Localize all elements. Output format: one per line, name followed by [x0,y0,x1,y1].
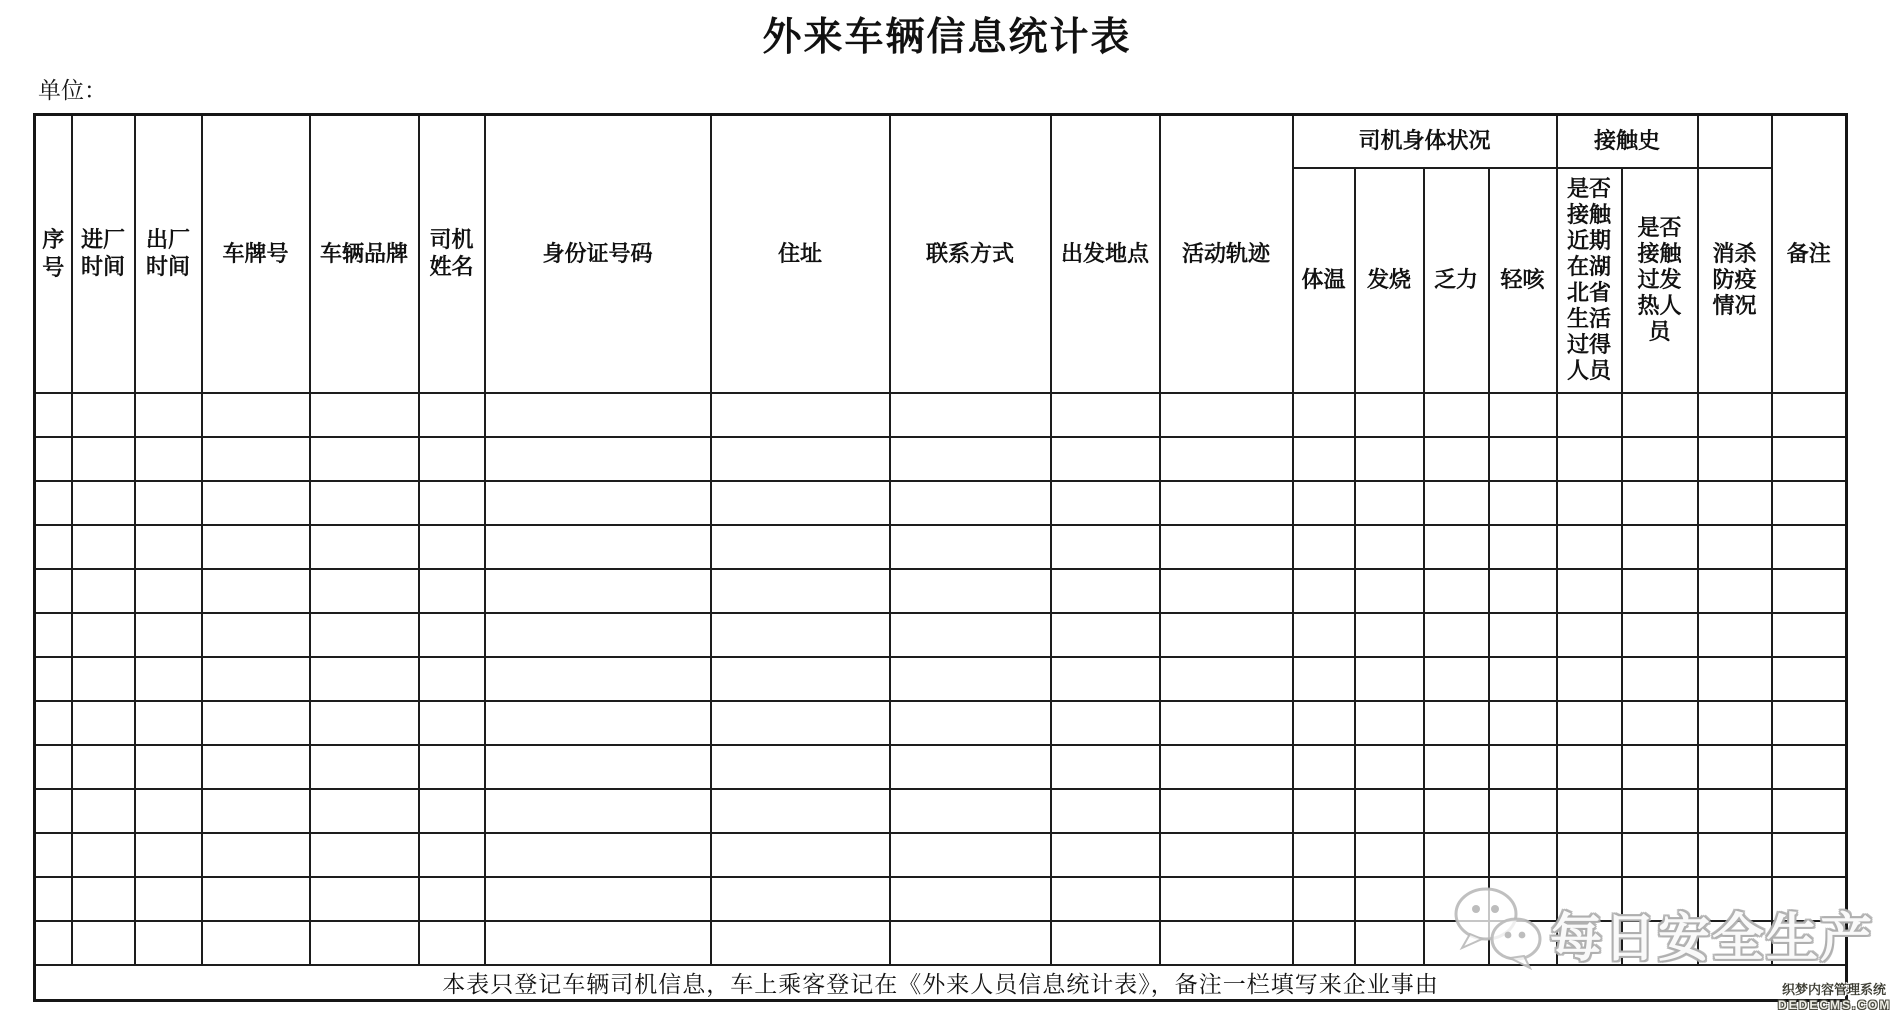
empty-cell [1622,921,1698,965]
empty-row [35,393,1847,437]
empty-cell [35,657,72,701]
table-footer [35,965,1847,1001]
empty-cell [1772,613,1847,657]
empty-cell [1698,921,1772,965]
empty-cell [1424,701,1489,745]
empty-cell [1160,569,1293,613]
empty-cell [35,789,72,833]
empty-cell [202,745,310,789]
empty-cell [1424,481,1489,525]
empty-cell [419,921,485,965]
empty-row [35,657,1847,701]
empty-cell [711,657,890,701]
empty-cell [135,877,202,921]
empty-cell [890,701,1051,745]
empty-cell [35,393,72,437]
empty-cell [1293,921,1355,965]
empty-cell [310,437,419,481]
empty-cell [1698,701,1772,745]
empty-cell [1698,393,1772,437]
empty-cell [1557,657,1622,701]
empty-cell [890,393,1051,437]
empty-cell [135,745,202,789]
col-header-hubei-contact: 是否接触近期在湖北省生活过得人员 [1557,168,1622,393]
empty-cell [485,657,711,701]
empty-cell [1160,877,1293,921]
empty-cell [1772,745,1847,789]
empty-cell [1489,569,1557,613]
empty-cell [202,833,310,877]
empty-cell [1489,657,1557,701]
empty-cell [1355,569,1424,613]
empty-cell [1355,481,1424,525]
empty-cell [1698,437,1772,481]
empty-cell [1293,393,1355,437]
empty-cell [419,569,485,613]
empty-cell [1489,789,1557,833]
empty-cell [890,877,1051,921]
empty-cell [1424,833,1489,877]
empty-cell [419,613,485,657]
empty-cell [711,701,890,745]
empty-cell [1355,921,1424,965]
empty-cell [485,921,711,965]
group-header-driver-health: 司机身体状况 [1293,115,1557,168]
empty-cell [1293,701,1355,745]
empty-row [35,437,1847,481]
col-header-fatigue: 乏力 [1424,168,1489,393]
empty-cell [35,613,72,657]
empty-cell [1622,481,1698,525]
empty-cell [1160,657,1293,701]
empty-cell [310,701,419,745]
empty-cell [711,921,890,965]
empty-cell [1051,481,1160,525]
empty-cell [1160,481,1293,525]
empty-cell [890,921,1051,965]
empty-cell [1051,657,1160,701]
empty-cell [485,481,711,525]
empty-cell [135,657,202,701]
empty-cell [711,833,890,877]
empty-row [35,745,1847,789]
empty-cell [1622,745,1698,789]
empty-cell [1160,613,1293,657]
empty-cell [310,393,419,437]
col-header-fever: 发烧 [1355,168,1424,393]
empty-cell [1772,525,1847,569]
empty-cell [485,833,711,877]
empty-cell [1424,657,1489,701]
empty-cell [711,525,890,569]
empty-cell [1424,921,1489,965]
col-header-address: 住址 [711,115,890,393]
empty-cell [1557,569,1622,613]
empty-cell [72,745,135,789]
empty-cell [1489,745,1557,789]
table-header [35,115,1847,393]
empty-cell [1622,437,1698,481]
empty-cell [72,833,135,877]
empty-cell [485,877,711,921]
empty-cell [890,525,1051,569]
empty-cell [419,833,485,877]
empty-cell [711,745,890,789]
empty-cell [1160,525,1293,569]
empty-cell [1424,613,1489,657]
empty-cell [72,701,135,745]
col-header-exit-time: 出厂时间 [135,115,202,393]
empty-cell [1557,921,1622,965]
empty-cell [202,701,310,745]
empty-cell [1355,613,1424,657]
dedecms-watermark-en: DEDECMS.COM [1778,998,1892,1012]
empty-cell [135,701,202,745]
empty-cell [711,877,890,921]
empty-cell [1557,877,1622,921]
empty-cell [419,701,485,745]
empty-cell [485,569,711,613]
empty-cell [711,613,890,657]
empty-cell [310,921,419,965]
empty-cell [35,481,72,525]
empty-cell [1355,657,1424,701]
empty-cell [890,613,1051,657]
empty-cell [419,393,485,437]
empty-cell [310,481,419,525]
col-header-entry-time: 进厂时间 [72,115,135,393]
col-header-id-number: 身份证号码 [485,115,711,393]
empty-cell [310,657,419,701]
brand-watermark-text: 每日安全生产 [1550,910,1875,968]
empty-cell [1622,877,1698,921]
empty-cell [1489,393,1557,437]
empty-cell [135,437,202,481]
empty-cell [419,437,485,481]
empty-cell [1355,437,1424,481]
empty-cell [1698,877,1772,921]
empty-cell [1160,437,1293,481]
empty-cell [35,525,72,569]
empty-cell [419,789,485,833]
empty-cell [310,613,419,657]
empty-cell [1772,921,1847,965]
empty-cell [1622,833,1698,877]
empty-cell [419,657,485,701]
empty-cell [1160,701,1293,745]
empty-cell [35,569,72,613]
empty-cell [202,437,310,481]
empty-cell [1293,525,1355,569]
empty-cell [135,525,202,569]
empty-row [35,569,1847,613]
empty-cell [711,569,890,613]
empty-cell [1051,789,1160,833]
empty-cell [1293,481,1355,525]
empty-cell [1772,437,1847,481]
empty-cell [1355,877,1424,921]
empty-cell [1489,701,1557,745]
empty-cell [1698,569,1772,613]
footer-note-row [35,965,1847,1001]
header-row-groups [35,115,1847,168]
empty-cell [1772,877,1847,921]
empty-cell [1557,481,1622,525]
col-header-departure-place: 出发地点 [1051,115,1160,393]
empty-cell [485,393,711,437]
empty-cell [72,921,135,965]
empty-cell [1489,877,1557,921]
dedecms-watermark-cn: 织梦内容管理系统 [1781,982,1886,997]
empty-cell [72,657,135,701]
empty-cell [135,393,202,437]
empty-cell [1557,789,1622,833]
empty-cell [1489,437,1557,481]
empty-cell [1355,833,1424,877]
empty-cell [1622,701,1698,745]
empty-cell [202,657,310,701]
empty-cell [1622,525,1698,569]
empty-cell [35,833,72,877]
empty-cell [135,481,202,525]
empty-cell [890,833,1051,877]
col-header-contact: 联系方式 [890,115,1051,393]
empty-cell [890,481,1051,525]
empty-cell [1622,657,1698,701]
empty-cell [1355,393,1424,437]
empty-cell [1051,613,1160,657]
col-header-driver-name: 司机姓名 [419,115,485,393]
empty-cell [35,437,72,481]
empty-cell [711,437,890,481]
table-body [35,393,1847,965]
empty-cell [1424,877,1489,921]
empty-cell [310,569,419,613]
empty-cell [1424,789,1489,833]
empty-cell [1424,569,1489,613]
empty-cell [1489,525,1557,569]
empty-cell [1293,745,1355,789]
empty-cell [1557,525,1622,569]
empty-cell [310,745,419,789]
empty-cell [1698,613,1772,657]
empty-cell [1772,481,1847,525]
empty-cell [1698,789,1772,833]
footer-note: 本表只登记车辆司机信息，车上乘客登记在《外来人员信息统计表》，备注一栏填写来企业事由 [35,965,1847,1001]
empty-cell [711,481,890,525]
empty-cell [1698,745,1772,789]
empty-row [35,525,1847,569]
col-header-cough: 轻咳 [1489,168,1557,393]
group-header-contact-history: 接触史 [1557,115,1698,168]
empty-cell [1557,437,1622,481]
empty-cell [1772,789,1847,833]
empty-cell [72,481,135,525]
empty-cell [1424,393,1489,437]
empty-cell [1051,701,1160,745]
empty-cell [1772,701,1847,745]
empty-row [35,833,1847,877]
empty-cell [1355,701,1424,745]
empty-cell [419,877,485,921]
empty-cell [1293,833,1355,877]
empty-cell [890,569,1051,613]
empty-cell [419,525,485,569]
empty-cell [1160,921,1293,965]
empty-cell [202,877,310,921]
empty-cell [1355,525,1424,569]
empty-cell [1424,525,1489,569]
unit-label: 单位： [38,78,107,103]
empty-cell [1293,789,1355,833]
empty-cell [1424,745,1489,789]
empty-cell [72,877,135,921]
empty-cell [1557,833,1622,877]
empty-cell [890,657,1051,701]
col-header-temperature: 体温 [1293,168,1355,393]
empty-cell [202,613,310,657]
empty-cell [1051,833,1160,877]
empty-cell [1557,701,1622,745]
empty-cell [72,525,135,569]
empty-cell [1293,437,1355,481]
empty-cell [1293,569,1355,613]
empty-cell [1698,657,1772,701]
empty-cell [35,921,72,965]
page-title: 外来车辆信息统计表 [762,16,1132,59]
empty-row [35,613,1847,657]
empty-cell [711,789,890,833]
empty-cell [1355,789,1424,833]
empty-cell [1293,657,1355,701]
col-header-disinfection: 消杀防疫情况 [1698,168,1772,393]
empty-cell [202,525,310,569]
empty-cell [890,745,1051,789]
empty-cell [419,481,485,525]
col-header-activity-track: 活动轨迹 [1160,115,1293,393]
empty-cell [1489,613,1557,657]
empty-cell [1698,525,1772,569]
empty-cell [72,393,135,437]
empty-cell [1557,393,1622,437]
empty-cell [485,701,711,745]
empty-cell [35,701,72,745]
col-header-vehicle-brand: 车辆品牌 [310,115,419,393]
empty-row [35,877,1847,921]
vehicle-info-table [33,113,1848,1002]
empty-cell [1051,525,1160,569]
empty-cell [485,789,711,833]
empty-row [35,481,1847,525]
col-header-serial: 序号 [35,115,72,393]
empty-cell [1622,393,1698,437]
empty-cell [1489,481,1557,525]
empty-cell [135,789,202,833]
empty-row [35,701,1847,745]
empty-cell [72,437,135,481]
col-header-plate-number: 车牌号 [202,115,310,393]
empty-cell [1293,877,1355,921]
empty-cell [72,789,135,833]
empty-cell [1424,437,1489,481]
empty-cell [1355,745,1424,789]
empty-cell [1051,877,1160,921]
empty-cell [1489,921,1557,965]
empty-cell [1557,745,1622,789]
empty-cell [1557,613,1622,657]
empty-cell [72,569,135,613]
empty-cell [1772,393,1847,437]
empty-cell [485,437,711,481]
empty-cell [485,613,711,657]
empty-cell [35,877,72,921]
empty-cell [1698,481,1772,525]
empty-cell [202,569,310,613]
empty-cell [890,437,1051,481]
empty-cell [1051,569,1160,613]
empty-cell [1698,833,1772,877]
empty-cell [1772,657,1847,701]
empty-cell [419,745,485,789]
empty-cell [1772,833,1847,877]
empty-cell [1051,745,1160,789]
empty-cell [310,877,419,921]
empty-cell [202,921,310,965]
empty-cell [485,525,711,569]
empty-cell [135,613,202,657]
col-header-remark: 备注 [1772,115,1847,393]
empty-cell [202,393,310,437]
empty-cell [1489,833,1557,877]
empty-cell [135,833,202,877]
empty-cell [1160,393,1293,437]
empty-cell [35,745,72,789]
empty-cell [1293,613,1355,657]
empty-cell [711,393,890,437]
empty-cell [890,789,1051,833]
empty-row [35,921,1847,965]
empty-cell [135,921,202,965]
empty-cell [485,745,711,789]
col-header-fever-contact: 是否接触过发热人员 [1622,168,1698,393]
empty-cell [310,789,419,833]
empty-cell [310,525,419,569]
empty-cell [1772,569,1847,613]
header-spacer-cell [1698,115,1772,168]
empty-cell [1622,789,1698,833]
empty-cell [1160,789,1293,833]
empty-row [35,789,1847,833]
empty-cell [1622,569,1698,613]
empty-cell [1051,437,1160,481]
empty-cell [135,569,202,613]
empty-cell [202,789,310,833]
empty-cell [1051,921,1160,965]
empty-cell [1622,613,1698,657]
empty-cell [1160,833,1293,877]
empty-cell [72,613,135,657]
empty-cell [310,833,419,877]
empty-cell [202,481,310,525]
empty-cell [1051,393,1160,437]
empty-cell [1160,745,1293,789]
